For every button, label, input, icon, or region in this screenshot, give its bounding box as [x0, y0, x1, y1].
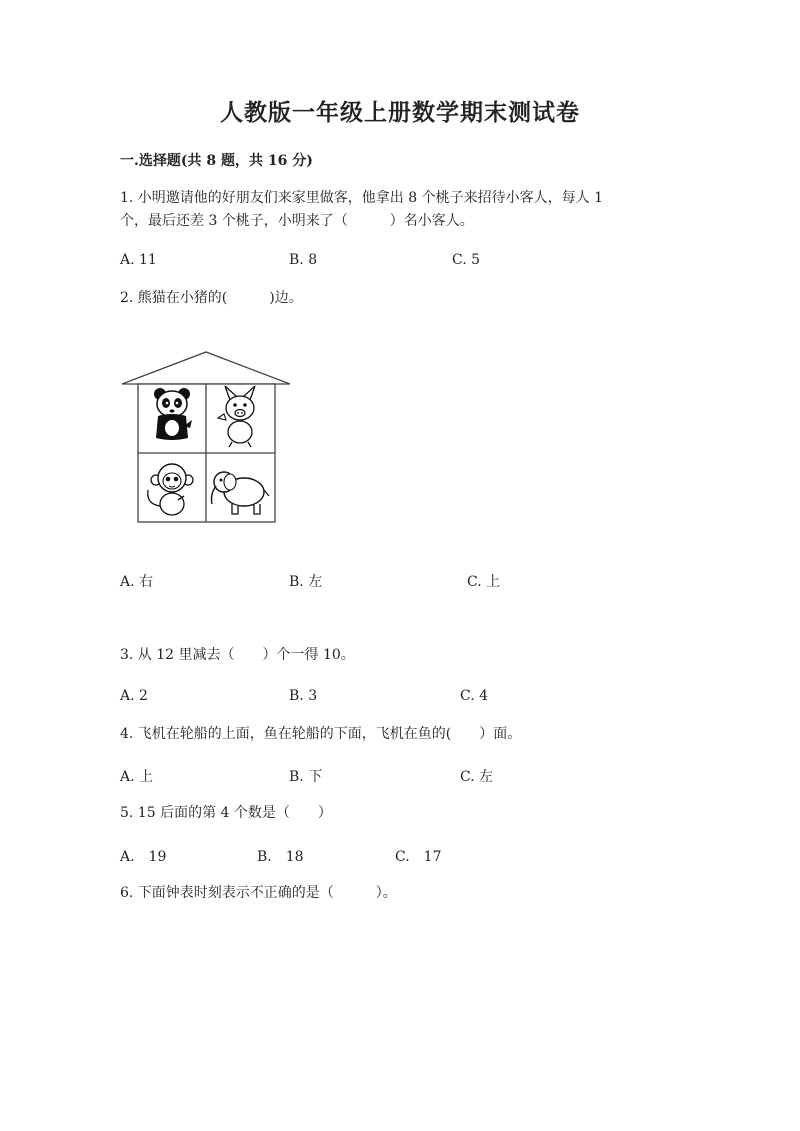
question-5-line-1: 5. 15 后面的第 4 个数是（ ） — [120, 805, 332, 821]
question-4-line-1: 4. 飞机在轮船的上面，鱼在轮船的下面，飞机在鱼的( ）面。 — [120, 726, 522, 742]
question-2-line-1: 2. 熊猫在小猪的( )边。 — [120, 290, 303, 306]
question-3-option-a: A. 2 — [120, 688, 148, 704]
roof-shape — [122, 352, 290, 384]
question-5-option-a: A. 19 — [120, 849, 167, 865]
question-3-line-1: 3. 从 12 里减去（ ）个一得 10。 — [120, 647, 355, 663]
question-5-option-c: C. 17 — [395, 849, 442, 865]
question-1-option-a: A. 11 — [120, 252, 157, 268]
question-1-option-c: C. 5 — [452, 252, 481, 268]
question-2-option-a: A. 右 — [120, 574, 154, 590]
question-2-option-b: B. 左 — [289, 574, 323, 590]
question-6-line-1: 6. 下面钟表时刻表示不正确的是（ ）。 — [120, 885, 397, 901]
question-4-option-a: A. 上 — [120, 769, 154, 785]
question-4-option-b: B. 下 — [289, 769, 323, 785]
page-title: 人教版一年级上册数学期末测试卷 — [220, 99, 580, 126]
section-heading: 一.选择题(共 8 题，共 16 分) — [120, 153, 313, 169]
question-2-option-c: C. 上 — [467, 574, 501, 590]
animal-house-drawing — [120, 348, 295, 528]
animal-house-figure — [120, 348, 295, 532]
question-3-option-c: C. 4 — [460, 688, 489, 704]
question-3-option-b: B. 3 — [289, 688, 318, 704]
question-1-line-1: 1. 小明邀请他的好朋友们来家里做客，他拿出 8 个桃子来招待小客人，每人 1 — [120, 190, 603, 206]
question-1-line-2: 个，最后还差 3 个桃子，小明来了（ ）名小客人。 — [120, 213, 474, 229]
question-4-option-c: C. 左 — [460, 769, 494, 785]
question-5-option-b: B. 18 — [257, 849, 304, 865]
question-1-option-b: B. 8 — [289, 252, 318, 268]
